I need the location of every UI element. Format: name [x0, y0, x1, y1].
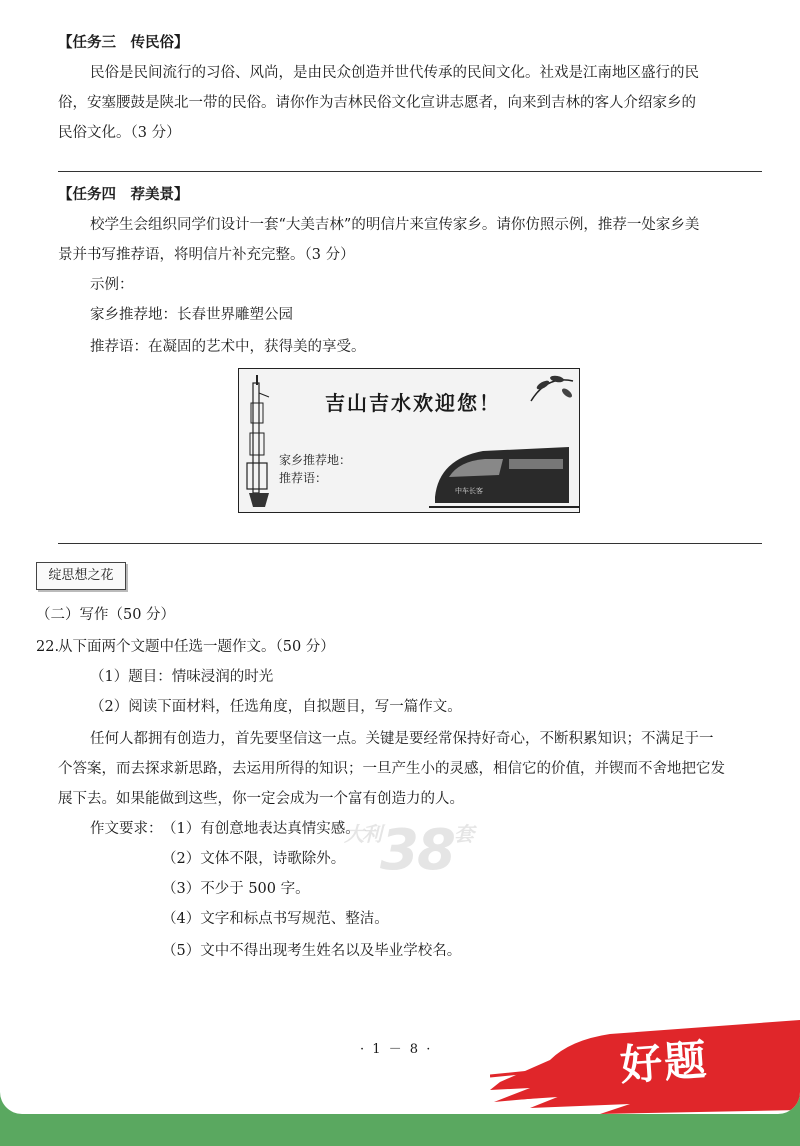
task3-text-line2: 俗，安塞腰鼓是陕北一带的民俗。请你作为吉林民俗文化宣讲志愿者，向来到吉林的客人介绍家乡的 — [58, 95, 696, 111]
task3-text-line3: 民俗文化。（3 分） — [58, 125, 181, 141]
task3-heading: 【任务三 传民俗】 — [58, 35, 189, 51]
stamp — [490, 1010, 800, 1114]
requirements-label: 作文要求： — [90, 821, 163, 837]
tower-illustration — [245, 373, 275, 507]
question-text: 从下面两个文题中任选一题作文。（50 分） — [58, 639, 335, 655]
task4-heading: 【任务四 荐美景】 — [58, 187, 189, 203]
page-number: · 1 － 8 · — [360, 1042, 433, 1057]
watermark-prefix: 大利 — [344, 822, 380, 846]
task4-text-line2: 景并书写推荐语，将明信片补充完整。（3 分） — [58, 247, 355, 263]
answer-line — [58, 171, 762, 172]
task3-text-line1: 民俗是民间流行的习俗、风尚，是由民众创造并世代传承的民间文化。社戏是江南地区盛行的民 — [90, 65, 699, 81]
answer-line — [58, 543, 762, 544]
material-line2: 个答案，而去探求新思路，去运用所得的知识；一旦产生小的灵感，相信它的价值，并锲而不舍地把它发 — [58, 761, 725, 777]
example-place: 家乡推荐地：长春世界雕塑公园 — [90, 307, 293, 323]
postcard-place-label: 家乡推荐地： — [279, 453, 352, 467]
material-line3: 展下去。如果能做到这些，你一定会成为一个富有创造力的人。 — [58, 791, 464, 807]
writing-section-title: （二）写作（50 分） — [36, 607, 176, 623]
example-recommendation: 推荐语：在凝固的艺术中，获得美的享受。 — [90, 339, 366, 355]
watermark-number: 38 — [380, 818, 454, 883]
postcard-recommendation-label: 推荐语： — [279, 471, 328, 485]
watermark — [344, 818, 472, 883]
option-2: （2）阅读下面材料，任选角度，自拟题目，写一篇作文。 — [90, 699, 462, 715]
example-label: 示例： — [90, 277, 134, 293]
option-1: （1）题目：情味浸润的时光 — [90, 669, 274, 685]
requirement-3: （3）不少于 500 字。 — [162, 881, 310, 897]
task4-text-line1: 校学生会组织同学们设计一套“大美吉林”的明信片来宣传家乡。请你仿照示例，推荐一处家乡美 — [90, 217, 700, 233]
train-illustration — [429, 437, 579, 511]
requirement-1: （1）有创意地表达真情实感。 — [162, 821, 360, 837]
question-number: 22. — [36, 639, 60, 655]
material-line1: 任何人都拥有创造力，首先要坚信这一点。关键是要经常保持好奇心，不断积累知识；不满足于一 — [90, 731, 714, 747]
section-badge: 绽思想之花 — [36, 562, 126, 590]
postcard-greeting: 吉山吉水欢迎您！ — [325, 391, 501, 415]
requirement-5: （5）文中不得出现考生姓名以及毕业学校名。 — [162, 943, 462, 959]
train-logo-text: 中车长客 — [455, 487, 483, 495]
stamp-text: 好题 — [618, 1034, 710, 1091]
requirement-4: （4）文字和标点书写规范、整洁。 — [162, 911, 389, 927]
watermark-suffix: 套 — [453, 822, 472, 846]
postcard — [238, 368, 580, 513]
requirement-2: （2）文体不限，诗歌除外。 — [162, 851, 346, 867]
plant-illustration — [527, 371, 577, 411]
